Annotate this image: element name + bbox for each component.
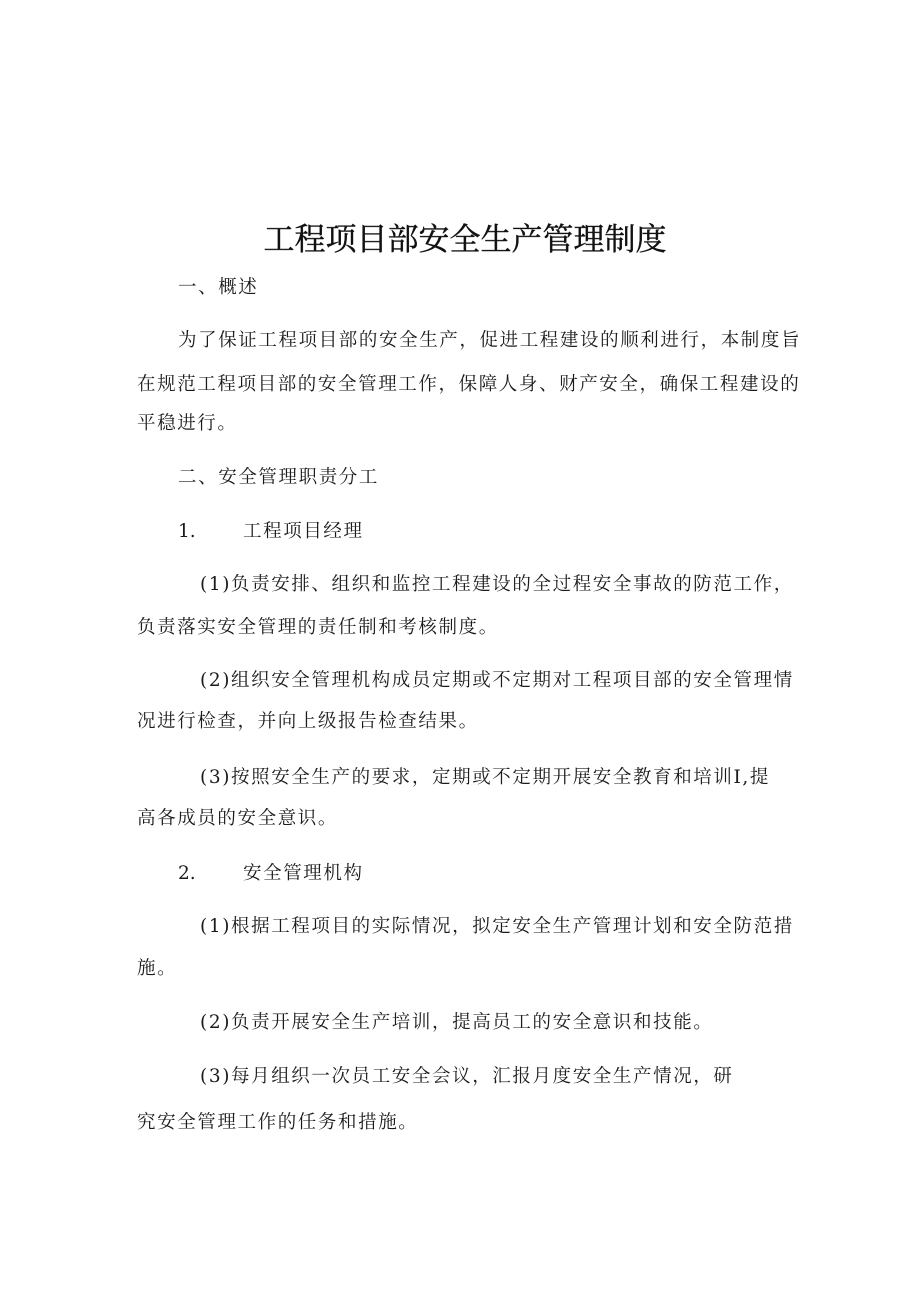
- subsection-label-project-manager: 工程项目经理: [243, 521, 364, 542]
- office-item-2-line-1: (2)负责开展安全生产培训，提高员工的安全意识和技能。: [200, 1012, 714, 1033]
- office-item-1-line-1: (1)根据工程项目的实际情况，拟定安全生产管理计划和安全防范措: [200, 916, 794, 937]
- subsection-number-2: 2.: [178, 863, 196, 884]
- office-item-3-line-1: (3)每月组织一次员工安全会议，汇报月度安全生产情况，研: [200, 1066, 734, 1087]
- pm-item-2-line-2: 况进行检查，并向上级报告检查结果。: [137, 711, 479, 732]
- overview-paragraph-line-2: 在规范工程项目部的安全管理工作，保障人身、财产安全，确保工程建设的: [137, 374, 801, 395]
- office-item-3-line-2: 究安全管理工作的任务和措施。: [137, 1112, 419, 1133]
- pm-item-1-line-2: 负责落实安全管理的责任制和考核制度。: [137, 617, 499, 638]
- pm-item-1-line-1: (1)负责安排、组织和监控工程建设的全过程安全事故的防范工作，: [200, 574, 794, 595]
- subsection-number-1: 1.: [178, 521, 196, 542]
- pm-item-2-line-1: (2)组织安全管理机构成员定期或不定期对工程项目部的安全管理情: [200, 670, 794, 691]
- overview-paragraph-line-1: 为了保证工程项目部的安全生产，促进工程建设的顺利进行，本制度旨: [178, 330, 802, 351]
- office-item-1-line-2: 施。: [137, 958, 178, 979]
- section-heading-responsibilities: 二、安全管理职责分工: [178, 467, 380, 488]
- subsection-label-safety-office: 安全管理机构: [243, 863, 364, 884]
- pm-item-3-line-1: (3)按照安全生产的要求，定期或不定期开展安全教育和培训I,提: [200, 767, 770, 788]
- document-title: 工程项目部安全生产管理制度: [263, 222, 667, 258]
- pm-item-3-line-2: 高各成员的安全意识。: [137, 808, 339, 829]
- section-heading-overview: 一、概述: [178, 277, 259, 298]
- overview-paragraph-line-3: 平稳进行。: [137, 413, 238, 434]
